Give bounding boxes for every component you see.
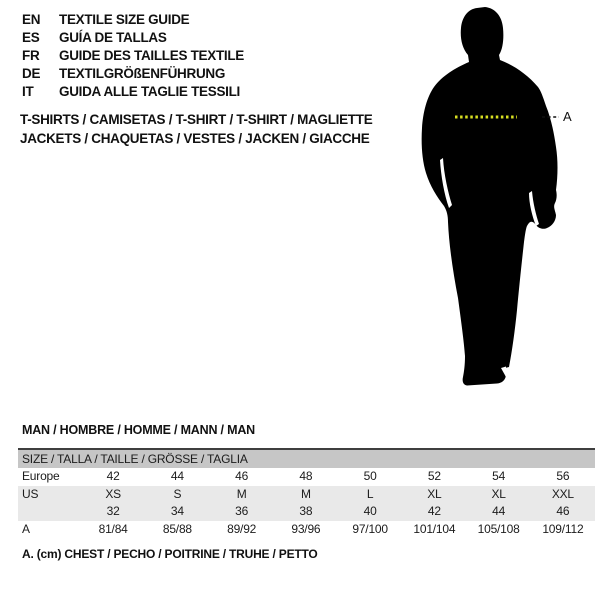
- table-cell: 48: [299, 469, 313, 483]
- table-cell: M: [236, 486, 247, 501]
- table-cell: 44: [492, 504, 506, 518]
- size-table-header: [18, 450, 595, 468]
- language-label: TEXTILGRÖßENFÜHRUNG: [59, 66, 226, 81]
- table-row-us-numeric: [18, 503, 595, 521]
- language-label: GUÍA DE TALLAS: [59, 30, 167, 45]
- row-label: [18, 503, 81, 521]
- table-cell: 32: [106, 504, 120, 518]
- table-cell: 101/104: [413, 521, 456, 536]
- language-label: TEXTILE SIZE GUIDE: [59, 12, 190, 27]
- silhouette-path: [422, 7, 558, 386]
- language-code: ES: [22, 30, 40, 45]
- list-item: [22, 11, 244, 29]
- table-cell: 42: [106, 469, 120, 483]
- row-label: Europe: [22, 469, 60, 483]
- man-silhouette-figure: [405, 0, 580, 392]
- measure-label-a: A: [563, 109, 572, 124]
- table-cell: 109/112: [542, 521, 584, 536]
- table-cell: M: [300, 486, 311, 501]
- language-guide-list: [22, 11, 244, 101]
- language-label: GUIDE DES TAILLES TEXTILE: [59, 48, 245, 63]
- table-cell: XL: [427, 486, 442, 501]
- row-label: A: [22, 521, 30, 536]
- table-cell: 46: [235, 469, 249, 483]
- table-cell: 56: [556, 469, 570, 483]
- section-title-man: MAN / HOMBRE / HOMME / MANN / MAN: [22, 423, 255, 437]
- table-cell: 52: [427, 469, 441, 483]
- table-cell: 42: [427, 504, 441, 518]
- table-row-europe: [18, 468, 595, 486]
- table-cell: 85/88: [162, 521, 192, 536]
- size-table: [18, 448, 595, 538]
- table-cell: 46: [556, 504, 570, 518]
- table-cell: XL: [491, 486, 506, 501]
- category-jackets: JACKETS / CHAQUETAS / VESTES / JACKEN / GIACCHE: [20, 131, 370, 146]
- table-cell: 54: [492, 469, 506, 483]
- table-cell: 38: [299, 504, 313, 518]
- table-cell: 44: [170, 469, 184, 483]
- chest-footnote: A. (cm) CHEST / PECHO / POITRINE / TRUHE / PETTO: [22, 547, 318, 561]
- table-cell: XXL: [551, 486, 574, 501]
- table-cell: 93/96: [291, 521, 321, 536]
- man-silhouette: [405, 0, 580, 392]
- table-cell: 50: [363, 469, 377, 483]
- table-row-chest-a: [18, 521, 595, 539]
- table-cell: XS: [105, 486, 121, 501]
- list-item: [22, 65, 244, 83]
- table-cell: L: [366, 486, 374, 501]
- garment-categories: [20, 110, 372, 148]
- list-item: [22, 47, 244, 65]
- language-code: IT: [22, 84, 34, 99]
- table-cell: 36: [235, 504, 249, 518]
- list-item: [22, 83, 244, 101]
- row-label: US: [22, 486, 39, 501]
- table-row-us: [18, 486, 595, 504]
- category-tshirts: T-SHIRTS / CAMISETAS / T-SHIRT / T-SHIRT / MAGLIETTE: [20, 112, 373, 127]
- language-code: FR: [22, 48, 40, 63]
- size-table-header-label: SIZE / TALLA / TAILLE / GRÖSSE / TAGLIA: [22, 452, 248, 466]
- table-cell: 81/84: [98, 521, 128, 536]
- table-cell: 34: [170, 504, 184, 518]
- language-label: GUIDA ALLE TAGLIE TESSILI: [59, 84, 240, 99]
- table-cell: S: [173, 486, 182, 501]
- table-cell: 40: [363, 504, 377, 518]
- list-item: [22, 29, 244, 47]
- table-cell: 105/108: [477, 521, 520, 536]
- language-code: DE: [22, 66, 41, 81]
- table-cell: 97/100: [352, 521, 388, 536]
- table-cell: 89/92: [227, 521, 257, 536]
- language-code: EN: [22, 12, 41, 27]
